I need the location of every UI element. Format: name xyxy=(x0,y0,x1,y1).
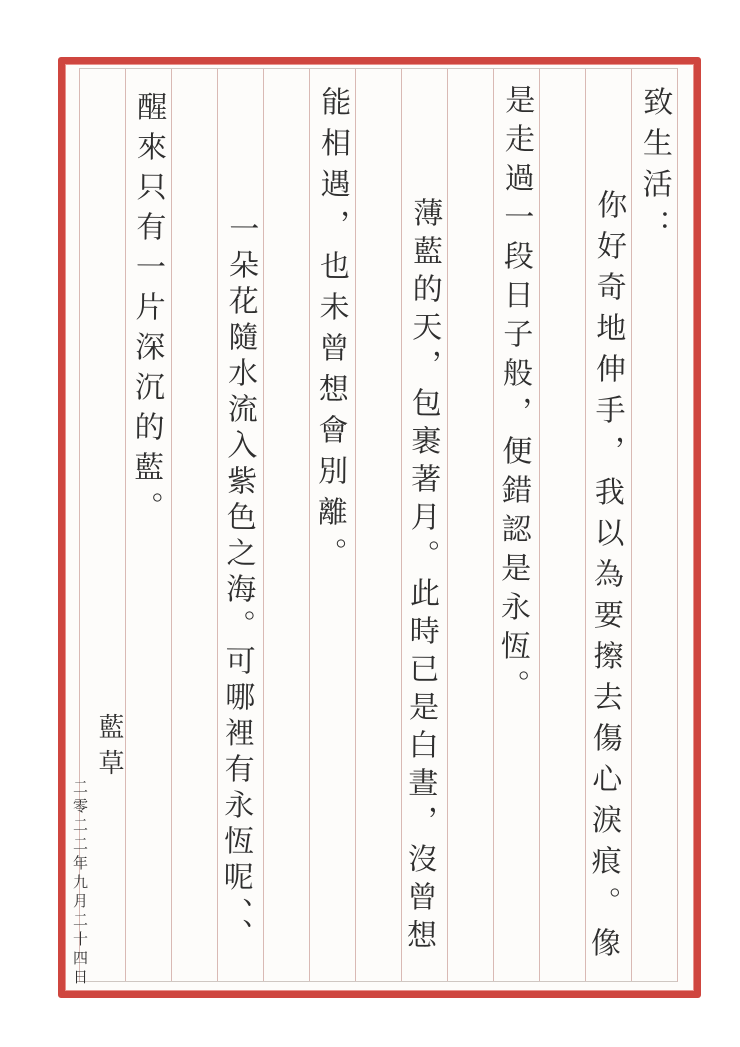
empty-column-5 xyxy=(171,69,217,981)
empty-column-1 xyxy=(539,69,585,981)
text-column-7 xyxy=(125,69,171,981)
empty-line xyxy=(187,69,195,981)
text-column-5 xyxy=(309,69,355,981)
empty-column-4 xyxy=(263,69,309,981)
letter-paper xyxy=(58,57,701,998)
body-text-line-1: 你好奇地伸手，我以為要擦去傷心淚痕。像 xyxy=(584,188,627,969)
empty-line xyxy=(463,69,471,981)
body-text-line-4: 能相遇，也未曾想會別離。 xyxy=(310,85,351,579)
text-column-2 xyxy=(585,69,631,981)
empty-line xyxy=(555,69,563,981)
signature-column xyxy=(71,69,125,988)
text-column-3 xyxy=(493,69,539,981)
text-column-1 xyxy=(631,69,677,981)
text-column-4 xyxy=(401,69,447,981)
signature: 藍草 xyxy=(94,713,124,785)
date-line: 二零二二年九月二十四日 xyxy=(71,779,89,988)
empty-line xyxy=(279,69,287,981)
text-column-6 xyxy=(217,69,263,981)
empty-column-2 xyxy=(447,69,493,981)
salutation-text: 致生活： xyxy=(635,85,673,251)
body-text-line-5: 一朵花隨水流入紫色之海。可哪裡有永恆呢、、 xyxy=(216,212,259,955)
body-text-line-2: 是走過一段日子般，便錯認是永恆。 xyxy=(493,83,535,709)
empty-line xyxy=(371,69,379,981)
empty-column-3 xyxy=(355,69,401,981)
writing-grid xyxy=(71,68,678,988)
body-text-line-6: 醒來只有一片深沉的藍。 xyxy=(127,90,167,532)
body-text-line-3: 薄藍的天，包裹著月。此時已是白晝，沒曾想 xyxy=(400,196,443,958)
